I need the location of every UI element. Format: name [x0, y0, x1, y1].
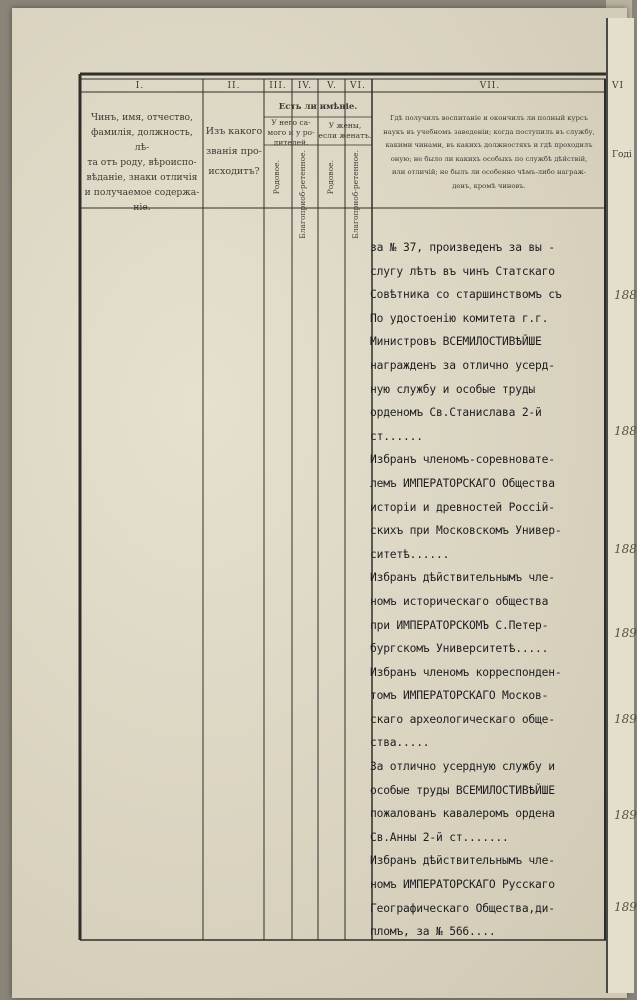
col-num-8: VI: [612, 81, 625, 91]
margin-year: 189: [614, 626, 637, 640]
record-line: исторіи и древностей Россій-: [370, 500, 555, 514]
col-num-4: IV.: [297, 81, 313, 91]
header-col2-line: званія про-: [206, 146, 262, 157]
record-line: слугу лѣтъ въ чинъ Статскаго: [370, 264, 555, 278]
header-col1-line: Чинъ, имя, отчество,: [91, 112, 193, 123]
record-line: бургскомъ Университетѣ.....: [370, 642, 549, 656]
header-wife-line: У жены,: [328, 121, 362, 130]
record-line: ситетѣ......: [370, 547, 450, 561]
record-line: скаго археологическаго обще-: [370, 712, 555, 726]
col-num-3: III.: [269, 81, 287, 91]
record-line: скихъ при Московскомъ Универ-: [370, 524, 562, 538]
header-own-line: дителей.: [273, 138, 309, 147]
record-line: Избранъ членомъ корреспонден-: [370, 665, 562, 679]
margin-year: 188: [614, 424, 637, 438]
record-line: Избранъ дѣйствительнымъ чле-: [370, 571, 555, 585]
record-line: награжденъ за отлично усерд-: [370, 358, 555, 372]
record-line: номъ историческаго общества: [370, 594, 549, 608]
header-col7-line: денъ, кромѣ чиновъ.: [452, 181, 526, 190]
record-line: Избранъ членомъ-соревновате-: [370, 453, 555, 467]
col-num-7: VII.: [479, 81, 501, 91]
margin-year: 189: [614, 712, 637, 726]
header-col7-line: Гдѣ получилъ воспитаніе и окончилъ ли полный курсъ: [390, 114, 588, 122]
header-col7-line: оную; не было ли какихъ особыхъ по службѣ дѣйствій,: [390, 154, 588, 163]
margin-year: 188: [614, 542, 637, 556]
record-line: номъ ИМПЕРАТОРСКАГО Русскаго: [370, 878, 555, 892]
record-line: орденомъ Св.Станислава 2-й: [370, 406, 542, 420]
record-line: Министровъ ВСЕМИЛОСТИВѢЙШЕ: [370, 335, 542, 349]
record-line: лемъ ИМПЕРАТОРСКАГО Общества: [370, 476, 555, 490]
record-line: Св.Анны 2-й ст.......: [370, 830, 509, 844]
header-col2-line: Изъ какого: [205, 126, 263, 137]
record-line: при ИМПЕРАТОРСКОМЪ С.Петер-: [370, 618, 549, 632]
header-col7: [374, 112, 604, 193]
margin-year: 188: [614, 288, 637, 302]
col-num-6: VI.: [350, 81, 366, 91]
header-blagopr-own: Благоприоб-ретенное.: [298, 150, 307, 239]
header-col1-line: и получаемое содержа-: [84, 187, 200, 198]
header-own-line: мого и у ро-: [267, 128, 315, 137]
record-line: ст......: [370, 429, 423, 443]
header-col7-line: или отличій; не былъ ли особенно чѣмъ-либо награж-: [391, 168, 587, 176]
header-col2: [205, 122, 263, 182]
record-line: Географическаго Общества,ди-: [370, 901, 555, 915]
header-rodovoe-own: Родовое.: [272, 160, 281, 195]
col-num-2: II.: [227, 81, 241, 91]
record-line: за № 37, произведенъ за вы -: [370, 241, 555, 254]
header-col8-partial: Годі: [612, 150, 632, 160]
record-line: Совѣтника со старшинствомъ съ: [370, 288, 562, 302]
record-line: пожалованъ кавалеромъ ордена: [370, 807, 555, 821]
header-own-line: У него са-: [271, 118, 311, 127]
header-blagopr-wife: Благоприоб-ретенное.: [351, 150, 360, 239]
header-col7-line: какими чинами, въ какихъ должностяхъ и гдѣ проходилъ: [385, 141, 593, 149]
col-num-1: I.: [135, 81, 145, 91]
header-col1-line: вѣданіе, знаки отличія: [86, 172, 198, 183]
header-estate: Есть ли имѣніе.: [278, 102, 358, 112]
header-col2-line: исходитъ?: [208, 166, 260, 177]
header-col1-line: та отъ роду, вѣроиспо-: [87, 157, 197, 168]
record-line: Избранъ дѣйствительнымъ чле-: [370, 854, 555, 868]
record-line: томъ ИМПЕРАТОРСКАГО Москов-: [370, 689, 549, 703]
margin-year: 189: [614, 808, 637, 822]
record-line: За отлично усердную службу и: [370, 760, 555, 774]
record-line: особые труды ВСЕМИЛОСТИВѢЙШЕ: [370, 783, 555, 797]
header-col1: [84, 110, 200, 215]
header-col7-line: наукъ въ учебномъ заведеніи; когда поступилъ въ службу,: [383, 127, 595, 136]
margin-year: 189: [614, 900, 637, 914]
service-record-text: [370, 236, 606, 944]
record-line: пломъ, за № 566....: [370, 925, 496, 939]
header-own: [264, 118, 318, 148]
record-line: По удостоенію комитета г.г.: [370, 311, 549, 325]
header-col1-line: фамилія, должность, лѣ-: [91, 127, 193, 153]
col-num-5: V.: [327, 81, 337, 91]
record-line: ную службу и особые труды: [370, 382, 536, 396]
header-wife: [318, 121, 372, 141]
header-wife-line: если женатъ.: [318, 131, 372, 140]
header-rodovoe-wife: Родовое.: [326, 160, 335, 195]
record-line: ства.....: [370, 736, 430, 750]
header-col1-line: ніе.: [133, 202, 151, 213]
